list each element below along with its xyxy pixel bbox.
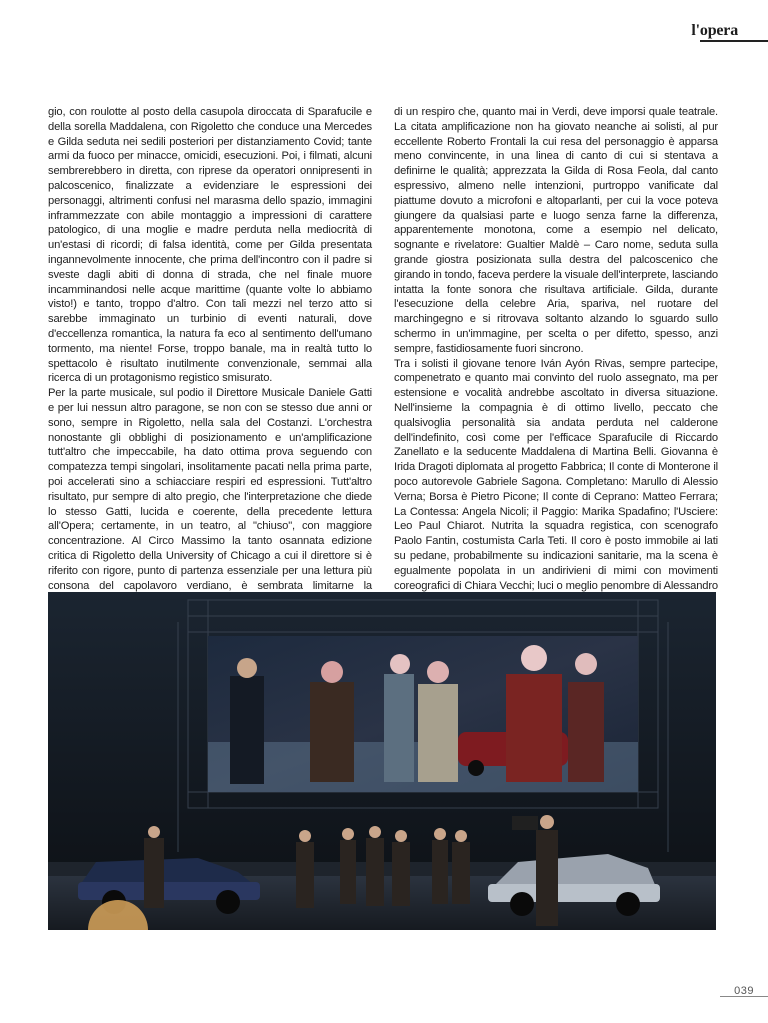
header-rule [700,40,768,42]
article-column-left [48,105,372,608]
page-number: 039 [734,985,754,997]
article-paragraph: Tra i solisti il giovane tenore Iván Ayón Rivas, sempre partecipe, compenetrato e quanto mai convinto del ruolo assegnato, ma per estensione e vocalità andrebbe ascoltato in diversa situazione. Nell'insieme la compagnia è di ottimo livello, peccato che qualsivoglia personalità sia andata perduta nel calderone dell'indefinito, così come per l'efficace Sparafucile di Riccardo Zanellato e la seducente Maddalena di Martina Belli. Giovanna è Irida Dragoti diplomata al progetto Fabbrica; Il conte di Monterone il poco autorevole Gabriele Sagona. Completano: Marullo di Alessio Verna; Borsa è Pietro Picone; Il conte di Ceprano: Matteo Ferrara; La Contessa: Angela Nicoli; il Paggio: Marika Spadafino; l'Usciere: Leo Paul Chiarot. Nutrita la squadra registica, con scenografo Paolo Fantin, costumista Carla Teti. Il coro è posto immobile ai lati su pedane, probabilmente su indicazioni sanitarie, ma la scena è egualmente popolata in un andirivieni di mimi con movimenti coreografici di Chiara Vecchi; luci o meglio penombre di Alessandro [394,357,718,592]
article-column-right [394,105,718,608]
article-paragraph: di un respiro che, quanto mai in Verdi, deve imporsi quale teatrale. La citata amplificazione non ha giovato neanche ai solisti, al pur eccellente Roberto Frontali la cui resa del personaggio è apparsa meno convincente, in una linea di canto di cui si stentava a definirne le qualità; apprezzata la Gilda di Rosa Feola, dal canto espressivo, almeno nelle intenzioni, purtroppo vanificate dal piattume dovuto a microfoni e altoparlanti, per cui la voce poteva giungere da qualsiasi parte e luogo senza farne la differenza, apparentemente monotona, come a esempio nel delicato, sognante e rivelatore: Gualtier Maldè – Caro nome, seduta sulla grande giostra posizionata sulla destra del palcoscenico che girando in tondo, faceva perdere la visuale dell'interprete, lasciando intatta la fonte sonora che risultava artificiale. Gilda, durante l'esecuzione della celebre Aria, spariva, nel ruotare del marchingegno e si ritrovava soltanto alzando lo sguardo sullo schermo in un'immagine, per scelta o per difetto, spesso, anzi sempre, fastidiosamente fuori sincrono. [394,106,718,355]
magazine-title: l'opera [687,22,742,40]
stage-photo-illustration [48,592,716,930]
stage-photo [48,592,716,930]
article-paragraph: Per la parte musicale, sul podio il Direttore Musicale Daniele Gatti e per lui nessun altro paragone, se non con se stesso due anni or sono, sempre in Rigoletto, nella sala del Costanzi. L'orchestra nonostante gli obblighi di posizionamento e un'amplificazione tutt'altro che impeccabile, ha dato ottima prova seguendo con compatezza tempi singolari, insolitamente pacati nella prima parte, poi accelerati sino a schiacciare respiri ed espressioni. Tutt'altro risultato, pur sempre di alto pregio, che l'interpretazione che diede lo stesso Gatti, lucida e coerente, della precedente lettura all'Opera; certamente, in un teatro, al "chiuso", con maggiore concentrazione. Al Circo Massimo la tanto osannata edizione critica di Rigoletto della University of Chicago a cui il direttore si è riferito con rigore, punto di partenza essenziale per una lettura più consona del capolavoro verdiano, è sembrata limitarne la [48,387,372,592]
article-paragraph: gio, con roulotte al posto della casupola diroccata di Sparafucile e della sorella Maddalena, con Rigoletto che conduce una Mercedes e Gilda seduta nei sedili posteriori per distanziamento Covid; tante armi da fuoco per minacce, omicidi, esecuzioni. Poi, i filmati, alcuni sembrerebbero in diretta, con riprese da operatori onnipresenti in palcoscenico, finalizzate a evidenziare le espressioni dei personaggi, altrimenti confusi nel marasma dello spazio, immagini inframmezzate con abile montaggio a impressioni di carattere patologico, di una moglie e madre perduta nella mediocrità di un'estasi di ricordi; di falsa identità, come per Gilda presentata ingannevolmente innocente, che prima dell'incontro con il padre si sveste dagli abiti di donna di strada, che nel finale muore incamminandosi nelle acque marittime (quante volte lo abbiamo visto!) e tanto, troppo d'altro. Con tali mezzi nel terzo atto si sarebbe immaginato un turbinio di eventi naturali, dove d'eccellenza romantica, la natura fa eco al sentimento dell'umano tormento, ma niente! Forse, troppo banale, ma in realtà tutto lo spettacolo è risultato inutilmente convenzionale, semmai alla ricerca di un protagonismo registico smisurato. [48,106,372,385]
